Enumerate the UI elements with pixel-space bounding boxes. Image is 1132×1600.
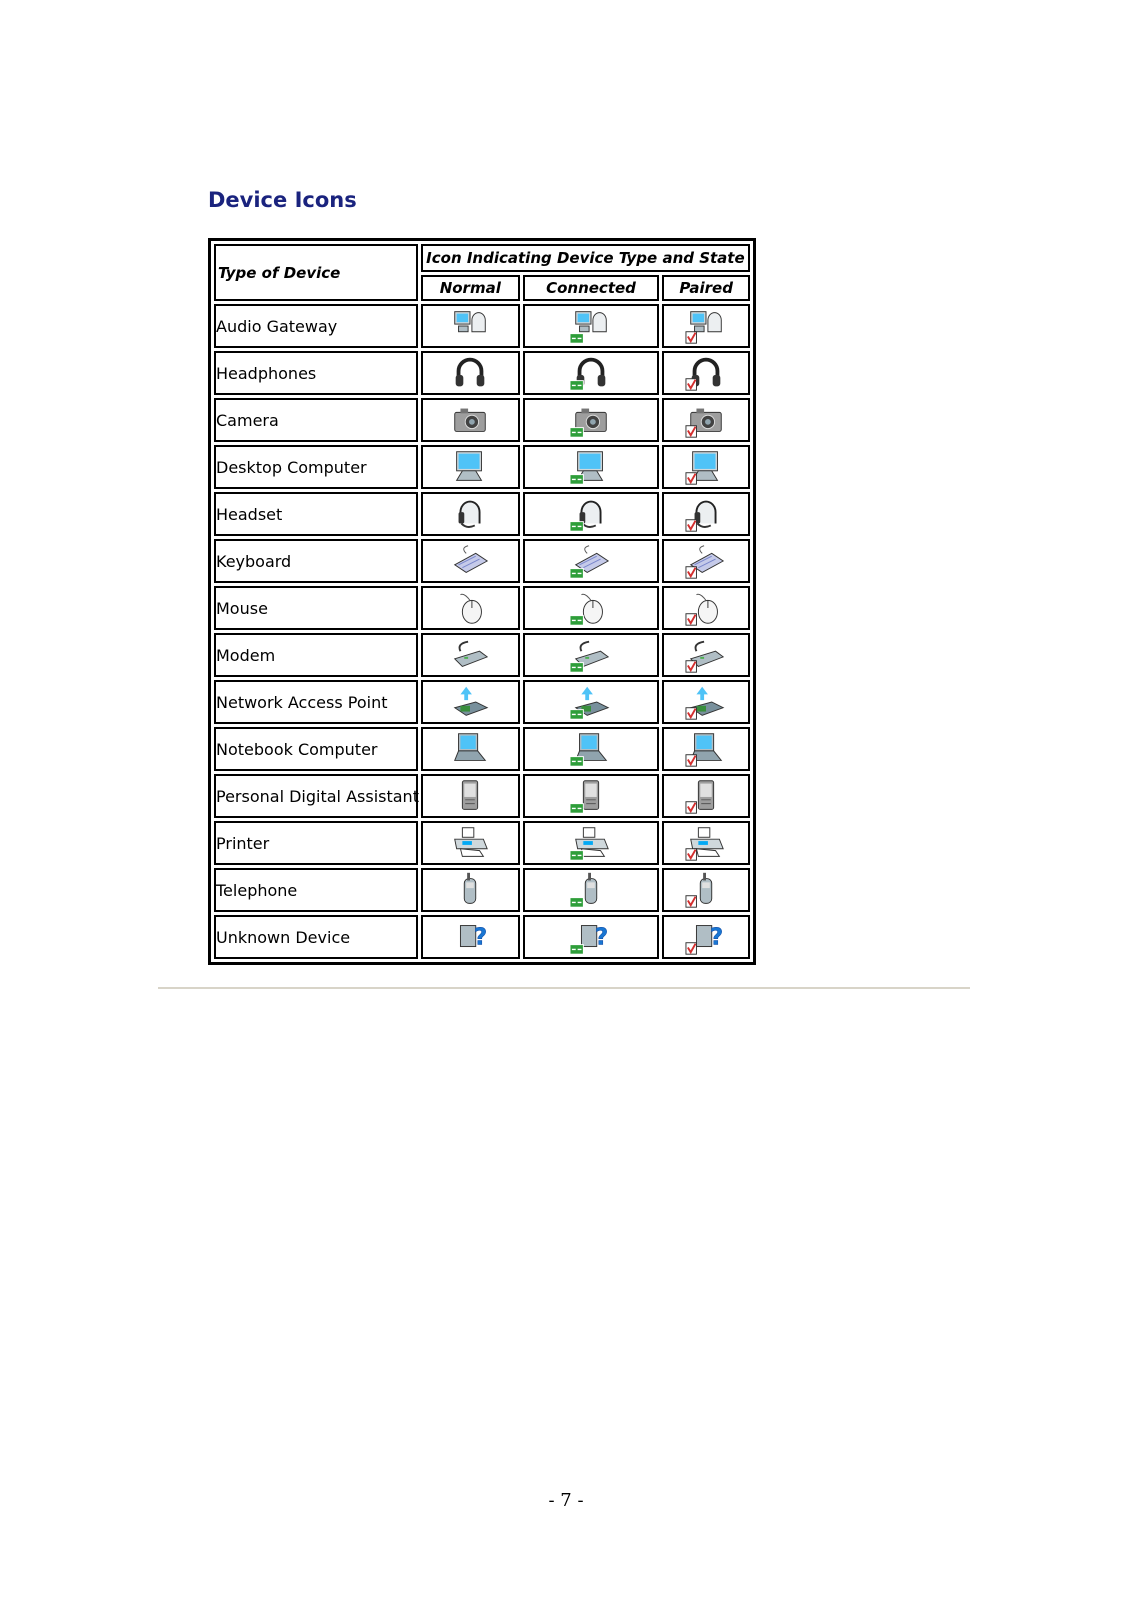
icon-cell-paired [662,351,750,395]
horizontal-rule [158,987,970,989]
headset-normal-icon [449,494,491,534]
page-title: Device Icons [208,188,357,212]
table-row [214,727,750,771]
pda-paired-icon [685,776,727,816]
icon-cell-paired [662,304,750,348]
icon-cell-paired [662,492,750,536]
icon-cell-paired [662,868,750,912]
unknown-device-paired-icon [685,917,727,957]
icon-cell-connected [523,821,660,865]
icon-cell-connected [523,539,660,583]
icon-cell-connected [523,304,660,348]
type-of-device-header: Type of Device [214,244,418,301]
normal-column-header: Normal [421,275,520,301]
table-row [214,492,750,536]
network-access-point-paired-icon [685,682,727,722]
icon-cell-connected [523,492,660,536]
icon-cell-paired [662,539,750,583]
icon-cell-paired [662,586,750,630]
device-type-label: Headset [214,492,418,536]
icon-cell-connected [523,915,660,959]
headphones-paired-icon [685,353,727,393]
icon-cell-paired [662,680,750,724]
device-type-label: Keyboard [214,539,418,583]
icon-cell-connected [523,398,660,442]
icon-cell-normal [421,351,520,395]
table-row [214,680,750,724]
page-number: - 7 - [548,1490,584,1511]
device-rows [214,304,750,959]
icon-cell-normal [421,304,520,348]
icon-cell-paired [662,727,750,771]
device-type-label: Desktop Computer [214,445,418,489]
unknown-device-connected-icon [570,917,612,957]
desktop-computer-connected-icon [570,447,612,487]
printer-normal-icon [449,823,491,863]
modem-connected-icon [570,635,612,675]
icon-cell-paired [662,633,750,677]
keyboard-paired-icon [685,541,727,581]
device-type-label: Personal Digital Assistant [214,774,418,818]
device-type-label: Camera [214,398,418,442]
mouse-connected-icon [570,588,612,628]
audio-gateway-connected-icon [570,306,612,346]
svg-text:?: ? [594,924,609,951]
headphones-connected-icon [570,353,612,393]
icon-cell-normal [421,539,520,583]
mouse-paired-icon [685,588,727,628]
icon-cell-connected [523,680,660,724]
notebook-computer-connected-icon [570,729,612,769]
device-type-label: Telephone [214,868,418,912]
icon-cell-connected [523,633,660,677]
printer-paired-icon [685,823,727,863]
icon-cell-normal [421,915,520,959]
camera-normal-icon [449,400,491,440]
icon-cell-connected [523,351,660,395]
device-type-label: Audio Gateway [214,304,418,348]
icon-cell-normal [421,774,520,818]
table-row [214,915,750,959]
device-type-label: Headphones [214,351,418,395]
keyboard-normal-icon [449,541,491,581]
table-row [214,586,750,630]
telephone-connected-icon [570,870,612,910]
table-row [214,304,750,348]
device-type-label: Notebook Computer [214,727,418,771]
icon-cell-paired [662,774,750,818]
svg-text:?: ? [709,924,724,951]
modem-normal-icon [449,635,491,675]
camera-connected-icon [570,400,612,440]
icon-cell-paired [662,445,750,489]
connected-column-header: Connected [523,275,660,301]
table-row [214,445,750,489]
icon-cell-connected [523,868,660,912]
icon-cell-paired [662,915,750,959]
device-type-label: Modem [214,633,418,677]
device-type-label: Network Access Point [214,680,418,724]
audio-gateway-paired-icon [685,306,727,346]
telephone-normal-icon [449,870,491,910]
icon-cell-normal [421,727,520,771]
icon-cell-normal [421,398,520,442]
icon-cell-connected [523,586,660,630]
printer-connected-icon [570,823,612,863]
keyboard-connected-icon [570,541,612,581]
icon-cell-connected [523,727,660,771]
icon-cell-normal [421,633,520,677]
pda-connected-icon [570,776,612,816]
notebook-computer-normal-icon [449,729,491,769]
icon-cell-paired [662,398,750,442]
paired-column-header: Paired [662,275,750,301]
notebook-computer-paired-icon [685,729,727,769]
desktop-computer-normal-icon [449,447,491,487]
audio-gateway-normal-icon [449,306,491,346]
table-row [214,821,750,865]
desktop-computer-paired-icon [685,447,727,487]
icon-state-group-header: Icon Indicating Device Type and State [421,244,750,272]
unknown-device-normal-icon [449,917,491,957]
network-access-point-normal-icon [449,682,491,722]
icon-cell-connected [523,774,660,818]
pda-normal-icon [449,776,491,816]
table-row [214,351,750,395]
icon-cell-normal [421,445,520,489]
device-type-label: Mouse [214,586,418,630]
table-row [214,539,750,583]
icon-cell-normal [421,586,520,630]
icon-cell-paired [662,821,750,865]
svg-text:?: ? [474,924,488,951]
table-row [214,868,750,912]
icon-cell-normal [421,821,520,865]
mouse-normal-icon [449,588,491,628]
device-type-label: Printer [214,821,418,865]
telephone-paired-icon [685,870,727,910]
device-type-label: Unknown Device [214,915,418,959]
table-row [214,398,750,442]
headphones-normal-icon [449,353,491,393]
device-icons-table [208,238,756,965]
headset-paired-icon [685,494,727,534]
icon-cell-normal [421,492,520,536]
modem-paired-icon [685,635,727,675]
icon-cell-normal [421,868,520,912]
network-access-point-connected-icon [570,682,612,722]
icon-cell-connected [523,445,660,489]
table-row [214,633,750,677]
camera-paired-icon [685,400,727,440]
icon-cell-normal [421,680,520,724]
table-row [214,774,750,818]
headset-connected-icon [570,494,612,534]
